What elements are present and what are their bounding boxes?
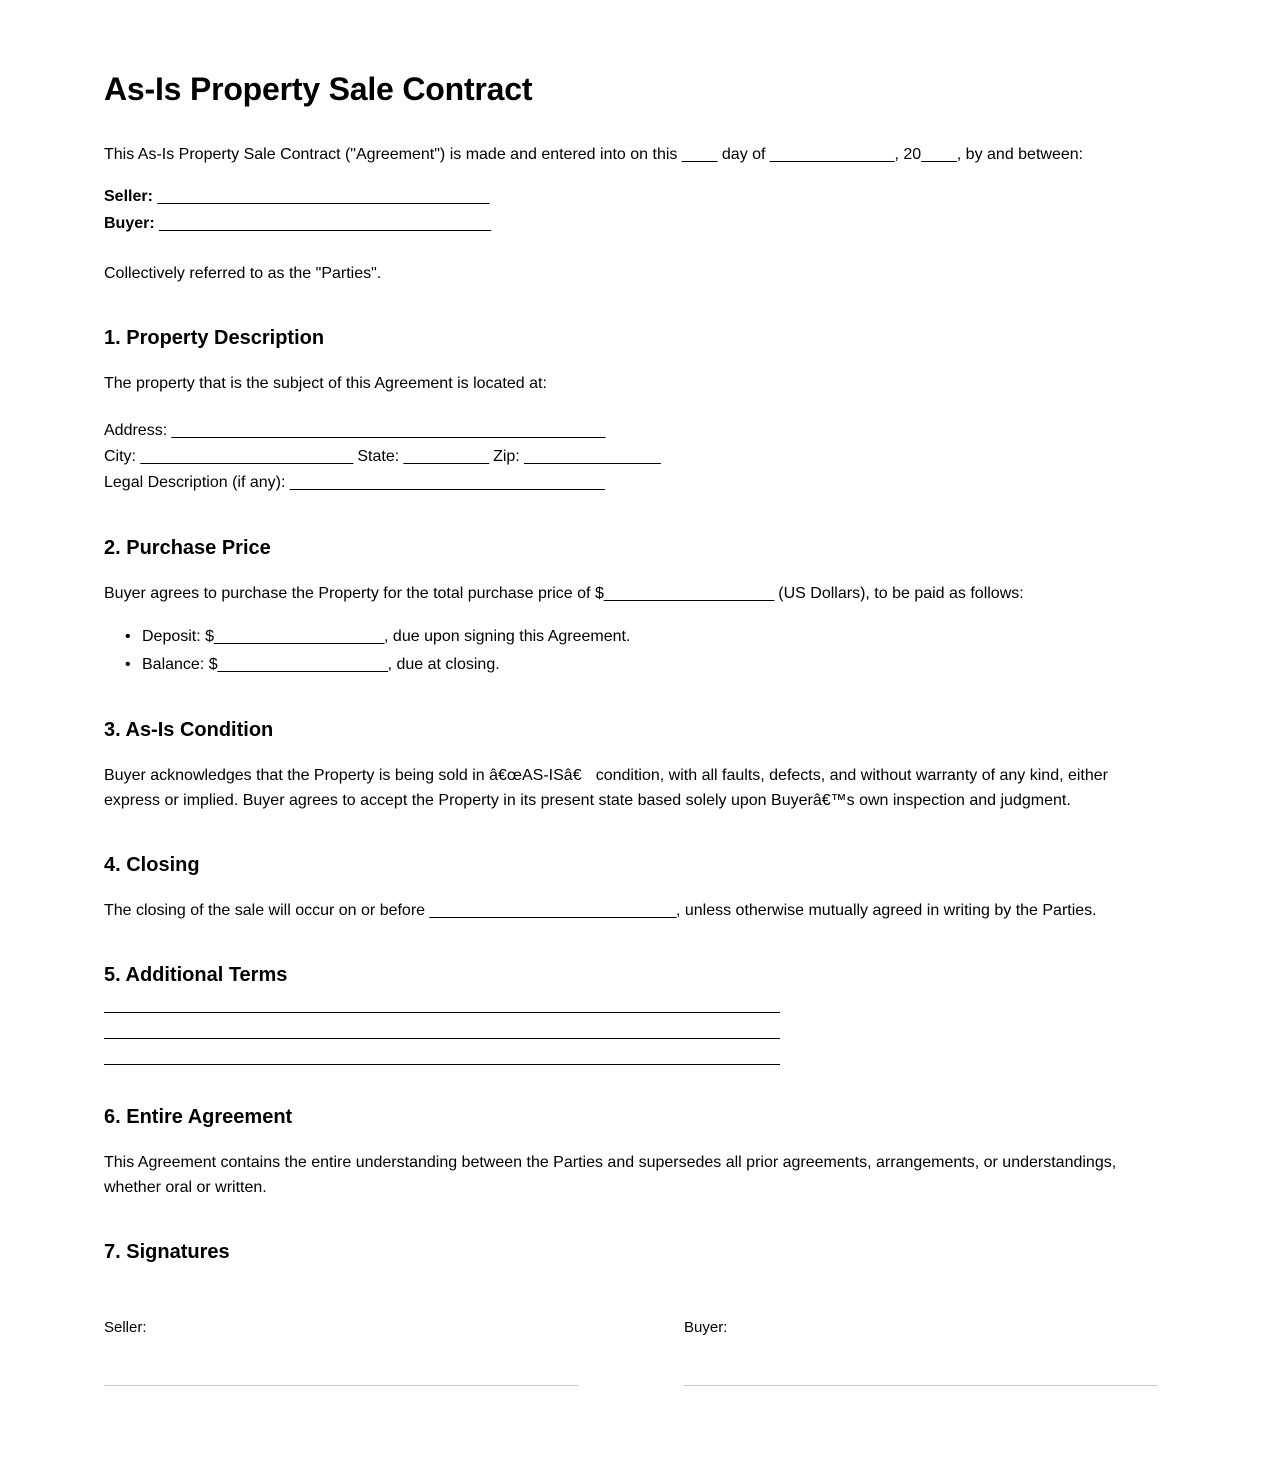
intro-paragraph: This As-Is Property Sale Contract ("Agreement") is made and entered into on this ____ day of ______________, 20____, by and between: xyxy=(104,146,1084,164)
section-heading-signatures: 7. Signatures xyxy=(104,1241,230,1264)
state-label: State: xyxy=(357,448,400,466)
section-heading-purchase-price: 2. Purchase Price xyxy=(104,537,271,560)
address-fields-block xyxy=(104,418,1118,496)
buyer-signature-block xyxy=(684,1317,1158,1386)
legal-description-blank-field[interactable]: _____________________________________ xyxy=(289,474,605,492)
balance-blank-field[interactable]: ____________________ xyxy=(217,656,388,674)
list-item xyxy=(142,624,1118,650)
additional-terms-blank-lines xyxy=(104,1012,1118,1065)
section-heading-additional-terms: 5. Additional Terms xyxy=(104,964,288,987)
buyer-blank-field[interactable]: _______________________________________ xyxy=(159,215,491,233)
entire-agreement-body: This Agreement contains the entire understanding between the Parties and supersedes all prior agreements, arrangements, or understandings, whether oral or written. xyxy=(104,1154,1117,1197)
balance-label: Balance: $ xyxy=(142,656,218,674)
seller-signature-label: Seller: xyxy=(104,1319,147,1337)
additional-terms-rule-2[interactable] xyxy=(104,1038,780,1039)
page-title: As-Is Property Sale Contract xyxy=(104,71,533,107)
seller-blank-field[interactable]: _______________________________________ xyxy=(157,188,489,206)
seller-party-line xyxy=(104,183,1118,210)
additional-terms-rule-3[interactable] xyxy=(104,1064,780,1065)
section-heading-entire-agreement: 6. Entire Agreement xyxy=(104,1106,293,1129)
address-blank-field[interactable]: ___________________________________________________ xyxy=(171,422,606,440)
legal-description-label: Legal Description (if any): xyxy=(104,474,286,492)
closing-date-blank-field[interactable]: _____________________________ xyxy=(429,902,676,920)
payment-terms-list xyxy=(104,624,1118,678)
section-heading-closing: 4. Closing xyxy=(104,854,200,877)
section-heading-property-description: 1. Property Description xyxy=(104,327,325,350)
state-blank-field[interactable]: __________ xyxy=(403,448,489,466)
closing-before-text: The closing of the sale will occur on or before xyxy=(104,902,430,920)
balance-suffix: , due at closing. xyxy=(387,656,500,674)
seller-signature-block xyxy=(104,1317,578,1386)
zip-label: Zip: xyxy=(493,448,520,466)
purchase-price-lead-before: Buyer agrees to purchase the Property for the total purchase price of $ xyxy=(104,585,604,603)
address-line xyxy=(104,418,1118,444)
city-blank-field[interactable]: _________________________ xyxy=(140,448,353,466)
list-item xyxy=(142,652,1118,678)
legal-description-line xyxy=(104,470,1118,496)
purchase-price-blank-field[interactable]: ____________________ xyxy=(603,585,774,603)
seller-label: Seller: xyxy=(104,188,153,206)
purchase-price-lead-after: (US Dollars), to be paid as follows: xyxy=(773,585,1024,603)
section-heading-as-is-condition: 3. As-Is Condition xyxy=(104,719,274,742)
city-label: City: xyxy=(104,448,136,466)
seller-signature-line[interactable] xyxy=(104,1385,578,1386)
buyer-party-line xyxy=(104,210,1118,237)
buyer-signature-label: Buyer: xyxy=(684,1319,728,1337)
buyer-label: Buyer: xyxy=(104,215,155,233)
city-state-zip-line xyxy=(104,444,1118,470)
deposit-label: Deposit: $ xyxy=(142,628,215,646)
purchase-price-lead xyxy=(104,581,1118,606)
zip-blank-field[interactable]: ________________ xyxy=(524,448,661,466)
deposit-suffix: , due upon signing this Agreement. xyxy=(384,628,631,646)
parties-block xyxy=(104,183,1118,237)
signature-area xyxy=(104,1317,1118,1386)
closing-body xyxy=(104,898,1118,923)
closing-after-text: , unless otherwise mutually agreed in writing by the Parties. xyxy=(675,902,1097,920)
deposit-blank-field[interactable]: ____________________ xyxy=(214,628,385,646)
address-label: Address: xyxy=(104,422,168,440)
property-description-intro: The property that is the subject of this Agreement is located at: xyxy=(104,375,547,393)
additional-terms-rule-1[interactable] xyxy=(104,1012,780,1013)
collective-parties-text: Collectively referred to as the "Parties". xyxy=(104,265,382,283)
buyer-signature-line[interactable] xyxy=(684,1385,1158,1386)
as-is-condition-body: Buyer acknowledges that the Property is being sold in â€œAS-ISâ€ condition, with all faults, defects, and without warranty of any kind, either express or implied. Buyer agrees to accept the Property in its present state based solely upon Buyerâ€™s own inspection and judgment. xyxy=(104,767,1108,810)
